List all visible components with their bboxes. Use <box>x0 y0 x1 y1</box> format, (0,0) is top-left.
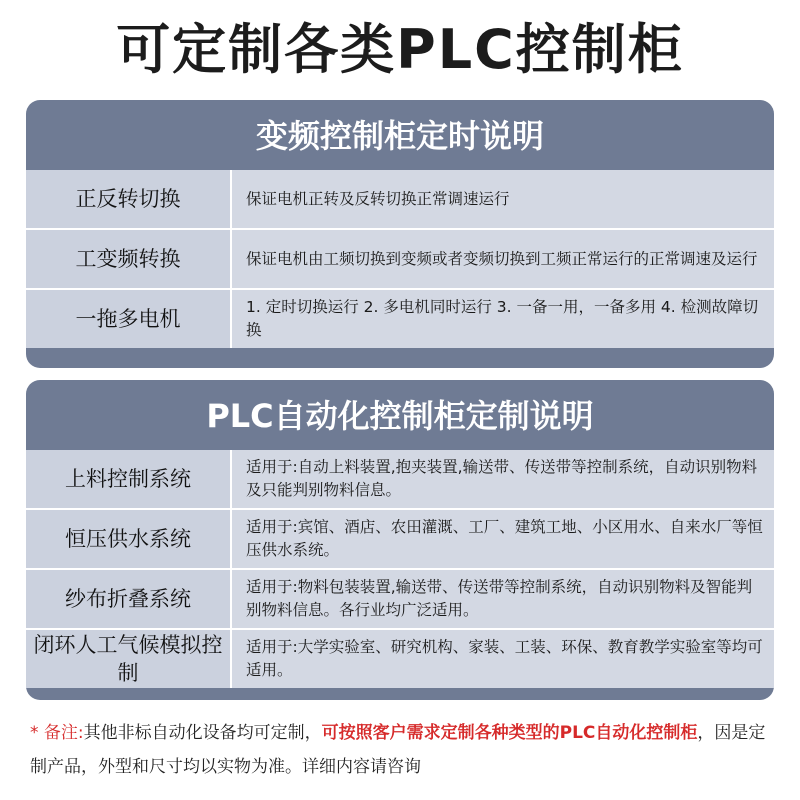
section-title: PLC自动化控制柜定制说明 <box>206 397 594 435</box>
table-row <box>26 168 774 228</box>
table-row <box>26 288 774 348</box>
row-description: 1. 定时切换运行 2. 多电机同时运行 3. 一备一用，一备多用 4. 检测故障切换 <box>232 290 774 348</box>
row-label: 正反转切换 <box>26 170 232 228</box>
section-frequency-panel <box>26 100 774 368</box>
row-description: 适用于:大学实验室、研究机构、家装、工装、环保、教育教学实验室等均可适用。 <box>232 630 774 688</box>
row-description: 保证电机正转及反转切换正常调速运行 <box>232 170 774 228</box>
row-description: 适用于:物料包装装置,输送带、传送带等控制系统，自动识别物料及智能判别物料信息。各行业均广泛适用。 <box>232 570 774 628</box>
footnote-marker: * 备注: <box>30 723 84 743</box>
footnote-text-2: ，因是定制产品，外型和尺寸均以实物为准。详细内容请咨询 <box>30 723 766 777</box>
table-row <box>26 508 774 568</box>
spec-table <box>26 168 774 348</box>
section-plc-panel <box>26 380 774 700</box>
footnote-text: 其他非标自动化设备均可定制， <box>83 723 322 743</box>
row-label: 恒压供水系统 <box>26 510 232 568</box>
row-label: 纱布折叠系统 <box>26 570 232 628</box>
row-label: 上料控制系统 <box>26 450 232 508</box>
page-title: 可定制各类PLC控制柜 <box>116 18 684 81</box>
row-label: 工变频转换 <box>26 230 232 288</box>
row-description: 保证电机由工频切换到变频或者变频切换到工频正常运行的正常调速及运行 <box>232 230 774 288</box>
footnote-highlight: 可按照客户需求定制各种类型的PLC自动化控制柜 <box>321 723 698 743</box>
table-row <box>26 628 774 688</box>
footnote <box>30 716 780 784</box>
table-row <box>26 228 774 288</box>
row-label: 一拖多电机 <box>26 290 232 348</box>
table-row <box>26 448 774 508</box>
row-label: 闭环人工气候模拟控制 <box>26 630 232 688</box>
table-row <box>26 568 774 628</box>
row-description: 适用于:自动上料装置,抱夹装置,输送带、传送带等控制系统，自动识别物料及只能判别物料信息。 <box>232 450 774 508</box>
row-description: 适用于:宾馆、酒店、农田灌溉、工厂、建筑工地、小区用水、自来水厂等恒压供水系统。 <box>232 510 774 568</box>
spec-table <box>26 448 774 688</box>
section-title: 变频控制柜定时说明 <box>255 117 544 155</box>
